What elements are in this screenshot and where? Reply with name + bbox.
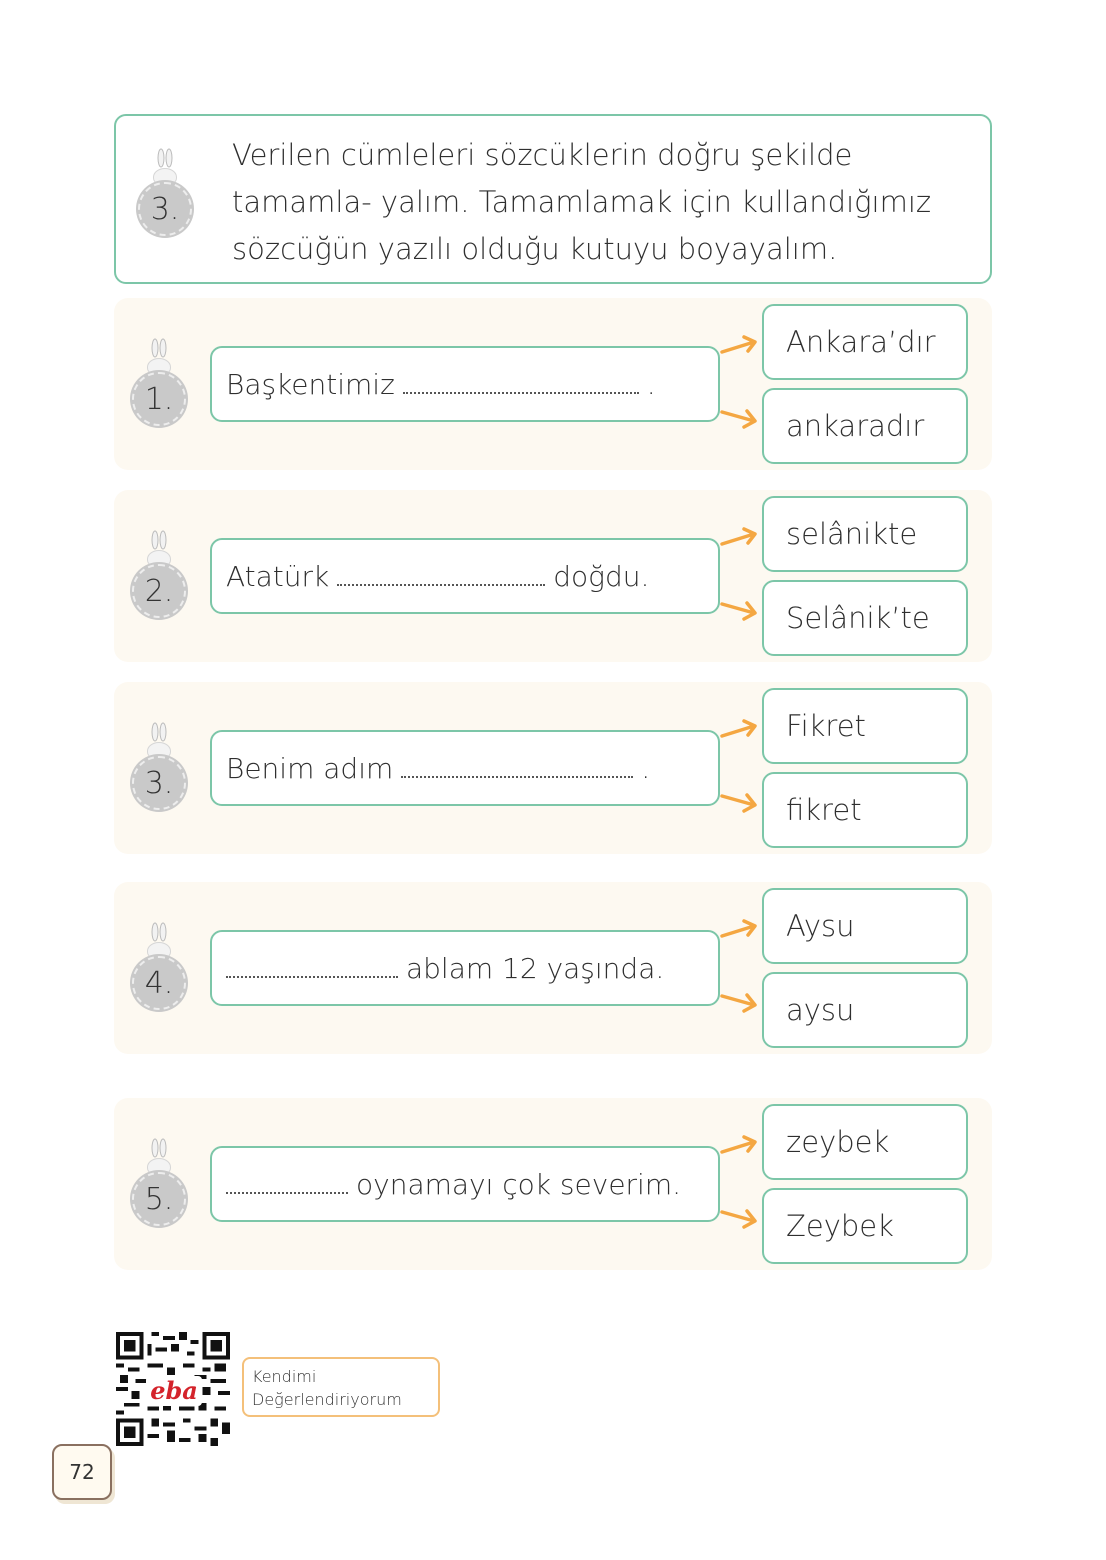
bunny-ears-icon bbox=[150, 530, 168, 552]
arrow-right-icon bbox=[720, 918, 760, 942]
answer-choice-label: Aysu bbox=[786, 909, 855, 943]
answer-choice-label: selânikte bbox=[786, 517, 918, 551]
answer-choice-box[interactable] bbox=[762, 496, 968, 572]
bunny-ears-icon bbox=[156, 148, 174, 170]
answer-choice-label: fikret bbox=[786, 793, 862, 827]
arrow-right-icon bbox=[720, 990, 760, 1014]
answer-choice-box[interactable] bbox=[762, 972, 968, 1048]
arrow-right-icon bbox=[720, 598, 760, 622]
item-number: 3. bbox=[132, 756, 186, 810]
self-evaluation-label bbox=[242, 1357, 440, 1417]
page-number: 72 bbox=[52, 1444, 112, 1500]
bunny-number-badge bbox=[128, 530, 190, 622]
arrow-right-icon bbox=[720, 790, 760, 814]
bunny-ears-icon bbox=[150, 922, 168, 944]
bunny-number-badge bbox=[128, 922, 190, 1014]
blank-line[interactable] bbox=[403, 374, 639, 394]
arrow-right-icon bbox=[720, 718, 760, 742]
bunny-number-badge bbox=[128, 338, 190, 430]
instruction-text: Verilen cümleleri sözcüklerin doğru şekilde tamamla- yalım. Tamamlamak için kullandığımız sözcüğün yazılı olduğu kutuyu boyayalım. bbox=[232, 138, 932, 266]
exercise-row bbox=[114, 490, 992, 662]
answer-choice-label: Zeybek bbox=[786, 1209, 894, 1243]
answer-choice-box[interactable] bbox=[762, 1188, 968, 1264]
bunny-ears-icon bbox=[150, 722, 168, 744]
answer-choice-label: ankaradır bbox=[786, 409, 925, 443]
blank-line[interactable] bbox=[337, 566, 545, 586]
blank-line[interactable] bbox=[226, 1174, 348, 1194]
blank-line[interactable] bbox=[226, 958, 398, 978]
eba-logo: eba bbox=[146, 1376, 202, 1406]
answer-choice-label: Ankara’dır bbox=[786, 325, 936, 359]
item-number: 1. bbox=[132, 372, 186, 426]
arrow-right-icon bbox=[720, 334, 760, 358]
exercise-row bbox=[114, 682, 992, 854]
sentence-box bbox=[210, 346, 720, 422]
answer-choice-box[interactable] bbox=[762, 888, 968, 964]
item-number: 5. bbox=[132, 1172, 186, 1226]
sentence-after: oynamayı çok severim. bbox=[356, 1167, 682, 1201]
sentence-after: . bbox=[646, 367, 656, 401]
instruction-box bbox=[114, 114, 992, 284]
answer-choice-label: Selânik’te bbox=[786, 601, 930, 635]
answer-choice-box[interactable] bbox=[762, 580, 968, 656]
sentence-box bbox=[210, 930, 720, 1006]
sentence-after: ablam 12 yaşında. bbox=[406, 951, 665, 985]
sentence-box bbox=[210, 730, 720, 806]
answer-choice-box[interactable] bbox=[762, 388, 968, 464]
exercise-row bbox=[114, 882, 992, 1054]
answer-choice-label: Fikret bbox=[786, 709, 866, 743]
exercise-row bbox=[114, 298, 992, 470]
exercise-row bbox=[114, 1098, 992, 1270]
instruction-number: 3. bbox=[138, 182, 192, 236]
blank-line[interactable] bbox=[401, 758, 633, 778]
bunny-number-badge bbox=[128, 1138, 190, 1230]
answer-choice-box[interactable] bbox=[762, 304, 968, 380]
sentence-after: doğdu. bbox=[553, 559, 650, 593]
sentence-box bbox=[210, 538, 720, 614]
answer-choice-box[interactable] bbox=[762, 772, 968, 848]
answer-choice-box[interactable] bbox=[762, 1104, 968, 1180]
sentence-box bbox=[210, 1146, 720, 1222]
sentence-before: Atatürk bbox=[226, 559, 330, 593]
sentence-before: Benim adım bbox=[226, 751, 394, 785]
arrow-right-icon bbox=[720, 1206, 760, 1230]
arrow-right-icon bbox=[720, 406, 760, 430]
answer-choice-label: aysu bbox=[786, 993, 855, 1027]
bunny-number-badge bbox=[134, 148, 196, 240]
item-number: 2. bbox=[132, 564, 186, 618]
bunny-number-badge bbox=[128, 722, 190, 814]
answer-choice-box[interactable] bbox=[762, 688, 968, 764]
answer-choice-label: zeybek bbox=[786, 1125, 890, 1159]
self-eval-line-2: Değerlendiriyorum bbox=[252, 1390, 402, 1409]
item-number: 4. bbox=[132, 956, 186, 1010]
bunny-ears-icon bbox=[150, 1138, 168, 1160]
sentence-before: Başkentimiz bbox=[226, 367, 395, 401]
bunny-ears-icon bbox=[150, 338, 168, 360]
arrow-right-icon bbox=[720, 1134, 760, 1158]
sentence-after: . bbox=[641, 751, 651, 785]
self-eval-line-1: Kendimi bbox=[252, 1367, 317, 1386]
arrow-right-icon bbox=[720, 526, 760, 550]
